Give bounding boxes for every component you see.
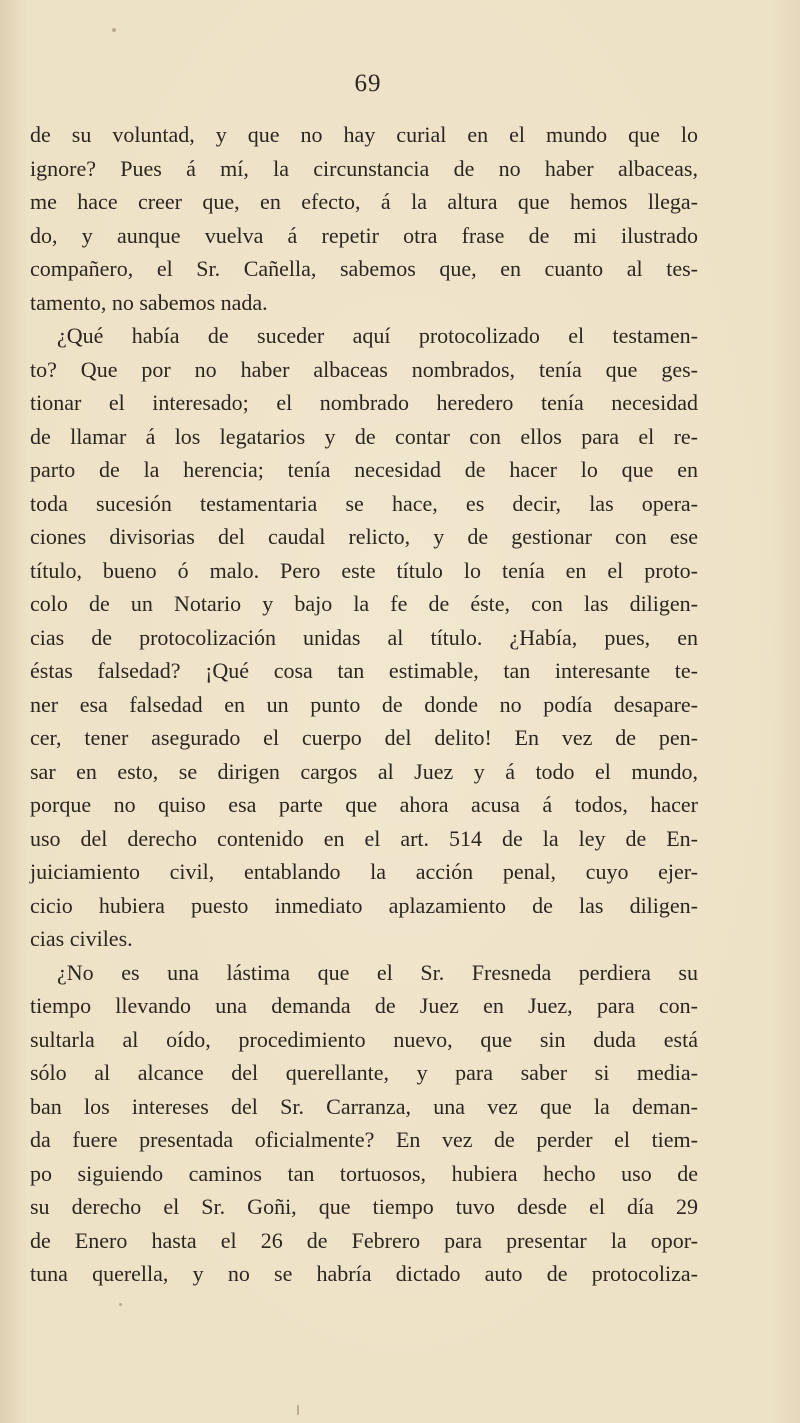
text-line: sólo al alcance del querellante, y para saber si media- — [30, 1060, 698, 1085]
text-line: éstas falsedad? ¡Qué cosa tan estimable, tan interesante te- — [30, 658, 698, 683]
text-line: juiciamiento civil, entablando la acción penal, cuyo ejer- — [30, 859, 698, 884]
text-line: ner esa falsedad en un punto de donde no podía desapare- — [30, 691, 698, 717]
text-line: po siguiendo caminos tan tortuosos, hubiera hecho uso de — [30, 1160, 698, 1186]
text-line: ¿Qué había de suceder aquí protocolizado el testamen- — [57, 323, 698, 348]
text-line: porque no quiso esa parte que ahora acusa á todos, hacer — [30, 792, 698, 817]
text-line: de llamar á los legatarios y de contar con ellos para el re- — [30, 423, 698, 449]
text-line: cias de protocolización unidas al título. ¿Había, pues, en — [30, 624, 698, 650]
text-line: to? Que por no haber albaceas nombrados, tenía que ges- — [30, 356, 698, 382]
text-line: cicio hubiera puesto inmediato aplazamiento de las diligen- — [30, 892, 698, 918]
text-line: do, y aunque vuelva á repetir otra frase de mi ilustrado — [30, 222, 698, 248]
text-line: da fuere presentada oficialmente? En vez de perder el tiem- — [30, 1127, 698, 1152]
paragraph — [30, 319, 698, 956]
text-line: título, bueno ó malo. Pero este título lo tenía en el proto- — [30, 557, 698, 583]
text-line: de su voluntad, y que no hay curial en el mundo que lo — [30, 122, 698, 147]
text-line: cer, tener asegurado el cuerpo del delito! En vez de pen- — [30, 725, 698, 750]
text-line: ¿No es una lástima que el Sr. Fresneda perdiera su — [57, 959, 698, 985]
text-line: toda sucesión testamentaria se hace, es decir, las opera- — [30, 490, 698, 516]
text-line: uso del derecho contenido en el art. 514 de la ley de En- — [30, 825, 698, 851]
text-line: tuna querella, y no se habría dictado auto de protocoliza- — [30, 1261, 698, 1286]
text-line: sultarla al oído, procedimiento nuevo, que sin duda está — [30, 1026, 698, 1052]
text-line: de Enero hasta el 26 de Febrero para presentar la opor- — [30, 1227, 698, 1253]
text-line: colo de un Notario y bajo la fe de éste, con las diligen- — [30, 591, 698, 616]
text-line: ignore? Pues á mí, la circunstancia de no haber albaceas, — [30, 155, 698, 181]
paper-speck — [297, 1405, 299, 1415]
text-line: tiempo llevando una demanda de Juez en Juez, para con- — [30, 993, 698, 1018]
page-number: 69 — [354, 70, 382, 97]
text-line: cias civiles. — [30, 926, 133, 951]
text-line: compañero, el Sr. Cañella, sabemos que, en cuanto al tes- — [30, 256, 698, 281]
text-line: su derecho el Sr. Goñi, que tiempo tuvo desde el día 29 — [30, 1194, 698, 1219]
body-text — [30, 118, 698, 1291]
text-line: parto de la herencia; tenía necesidad de hacer lo que en — [30, 457, 698, 482]
paragraph — [30, 956, 698, 1291]
text-line: me hace creer que, en efecto, á la altura que hemos llega- — [30, 189, 698, 214]
paper-speck — [119, 1303, 122, 1306]
paper-speck — [112, 28, 116, 32]
text-line: tamento, no sabemos nada. — [30, 289, 268, 315]
text-line: tionar el interesado; el nombrado heredero tenía necesidad — [30, 390, 698, 415]
text-line: ban los intereses del Sr. Carranza, una vez que la deman- — [30, 1093, 698, 1119]
text-line: ciones divisorias del caudal relicto, y de gestionar con ese — [30, 524, 698, 549]
text-line: sar en esto, se dirigen cargos al Juez y á todo el mundo, — [30, 758, 698, 784]
paragraph — [30, 118, 698, 319]
